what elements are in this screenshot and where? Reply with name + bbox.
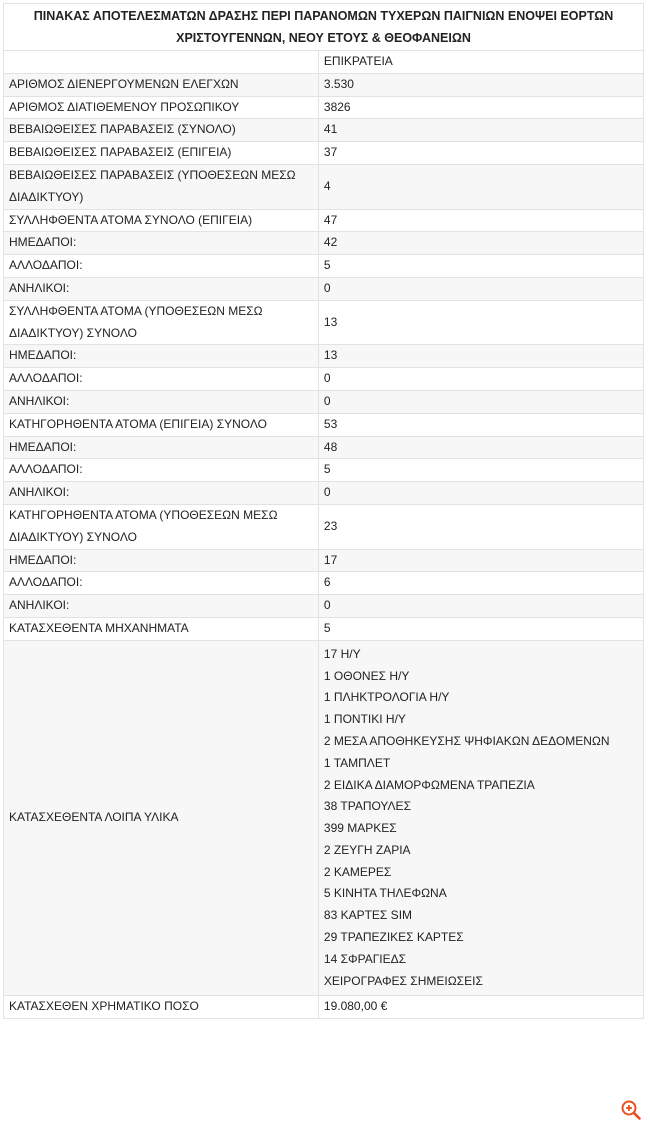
material-item: 83 ΚΑΡΤΕΣ SIM bbox=[323, 908, 413, 923]
row-value: 41 bbox=[318, 119, 643, 142]
row-value: 6 bbox=[318, 572, 643, 595]
row-label: ΑΛΛΟΔΑΠΟΙ: bbox=[4, 459, 319, 482]
row-label: ΣΥΛΛΗΦΘΕΝΤΑ ΑΤΟΜΑ ΣΥΝΟΛΟ (ΕΠΙΓΕΙΑ) bbox=[4, 209, 319, 232]
materials-list bbox=[318, 640, 643, 996]
row-value: 5 bbox=[318, 617, 643, 640]
table-row bbox=[4, 96, 644, 119]
zoom-in-icon[interactable] bbox=[620, 1099, 642, 1121]
results-table-container bbox=[3, 3, 644, 1019]
table-row bbox=[4, 142, 644, 165]
row-label: ΑΝΗΛΙΚΟΙ: bbox=[4, 595, 319, 618]
row-label: ΒΕΒΑΙΩΘΕΙΣΕΣ ΠΑΡΑΒΑΣΕΙΣ (ΣΥΝΟΛΟ) bbox=[4, 119, 319, 142]
material-item: 2 ΜΕΣΑ ΑΠΟΘΗΚΕΥΣΗΣ ΨΗΦΙΑΚΩΝ ΔΕΔΟΜΕΝΩΝ bbox=[323, 733, 610, 748]
row-label: ΣΥΛΛΗΦΘΕΝΤΑ ΑΤΟΜΑ (ΥΠΟΘΕΣΕΩΝ ΜΕΣΩ ΔΙΑΔΙΚΤΥΟΥ) ΣΥΝΟΛΟ bbox=[4, 300, 319, 345]
table-row bbox=[4, 595, 644, 618]
material-item: ΧΕΙΡΟΓΡΑΦΕΣ ΣΗΜΕΙΩΣΕΙΣ bbox=[323, 973, 483, 988]
row-value: 3826 bbox=[318, 96, 643, 119]
material-item: 1 ΠΟΝΤΙΚΙ Η/Υ bbox=[323, 712, 406, 727]
table-row bbox=[4, 368, 644, 391]
money-row bbox=[4, 996, 644, 1019]
row-label: ΒΕΒΑΙΩΘΕΙΣΕΣ ΠΑΡΑΒΑΣΕΙΣ (ΥΠΟΘΕΣΕΩΝ ΜΕΣΩ ΔΙΑΔΙΚΤΥΟΥ) bbox=[4, 164, 319, 209]
row-value: 0 bbox=[318, 368, 643, 391]
table-row bbox=[4, 436, 644, 459]
title-row bbox=[4, 4, 644, 51]
row-value: 0 bbox=[318, 595, 643, 618]
row-label: ΑΝΗΛΙΚΟΙ: bbox=[4, 482, 319, 505]
material-item: 1 ΠΛΗΚΤΡΟΛΟΓΙΑ Η/Υ bbox=[323, 690, 450, 705]
material-item: 14 ΣΦΡΑΓΙΕΔΣ bbox=[323, 951, 407, 966]
header-row bbox=[4, 51, 644, 74]
row-value: 4 bbox=[318, 164, 643, 209]
table-row bbox=[4, 549, 644, 572]
row-value: 19.080,00 € bbox=[318, 996, 643, 1019]
material-item: 5 ΚΙΝΗΤΑ ΤΗΛΕΦΩΝΑ bbox=[323, 886, 447, 901]
row-value: 3.530 bbox=[318, 73, 643, 96]
row-label: ΑΛΛΟΔΑΠΟΙ: bbox=[4, 368, 319, 391]
material-item: 399 ΜΑΡΚΕΣ bbox=[323, 821, 397, 836]
material-item: 38 ΤΡΑΠΟΥΛΕΣ bbox=[323, 799, 411, 814]
table-row bbox=[4, 119, 644, 142]
material-item: 29 ΤΡΑΠΕΖΙΚΕΣ ΚΑΡΤΕΣ bbox=[323, 930, 464, 945]
table-row bbox=[4, 504, 644, 549]
material-item: 1 ΤΑΜΠΛΕΤ bbox=[323, 755, 391, 770]
row-label: ΗΜΕΔΑΠΟΙ: bbox=[4, 232, 319, 255]
materials-row bbox=[4, 640, 644, 996]
material-item: 2 ΖΕΥΓΗ ΖΑΡΙΑ bbox=[323, 842, 411, 857]
row-value: 48 bbox=[318, 436, 643, 459]
row-label: ΑΡΙΘΜΟΣ ΔΙΕΝΕΡΓΟΥΜΕΝΩΝ ΕΛΕΓΧΩΝ bbox=[4, 73, 319, 96]
row-label: ΑΛΛΟΔΑΠΟΙ: bbox=[4, 572, 319, 595]
row-label: ΑΝΗΛΙΚΟΙ: bbox=[4, 277, 319, 300]
table-row bbox=[4, 255, 644, 278]
table-row bbox=[4, 617, 644, 640]
row-value: 42 bbox=[318, 232, 643, 255]
row-value: 53 bbox=[318, 413, 643, 436]
table-row bbox=[4, 73, 644, 96]
table-row bbox=[4, 459, 644, 482]
table-row bbox=[4, 482, 644, 505]
table-row bbox=[4, 164, 644, 209]
row-value: 0 bbox=[318, 482, 643, 505]
table-row bbox=[4, 413, 644, 436]
row-label: ΒΕΒΑΙΩΘΕΙΣΕΣ ΠΑΡΑΒΑΣΕΙΣ (ΕΠΙΓΕΙΑ) bbox=[4, 142, 319, 165]
table-row bbox=[4, 232, 644, 255]
table-row bbox=[4, 345, 644, 368]
header-region-cell: ΕΠΙΚΡΑΤΕΙΑ bbox=[318, 51, 643, 74]
material-item: 17 Η/Υ bbox=[323, 646, 361, 661]
row-value: 47 bbox=[318, 209, 643, 232]
row-value: 13 bbox=[318, 345, 643, 368]
row-label: ΑΛΛΟΔΑΠΟΙ: bbox=[4, 255, 319, 278]
table-title: ΠΙΝΑΚΑΣ ΑΠΟΤΕΛΕΣΜΑΤΩΝ ΔΡΑΣΗΣ ΠΕΡΙ ΠΑΡΑΝΟΜΩΝ ΤΥΧΕΡΩΝ ΠΑΙΓΝΙΩΝ ΕΝΟΨΕΙ ΕΟΡΤΩΝ ΧΡΙΣΤΟΥΓΕΝΝΩΝ, ΝΕΟΥ ΕΤΟΥΣ & ΘΕΟΦΑΝΕΙΩΝ bbox=[4, 4, 644, 51]
row-label: ΚΑΤΑΣΧΕΘΕΝΤΑ ΜΗΧΑΝΗΜΑΤΑ bbox=[4, 617, 319, 640]
table-row bbox=[4, 209, 644, 232]
row-value: 0 bbox=[318, 390, 643, 413]
row-value: 0 bbox=[318, 277, 643, 300]
material-item: 2 ΚΑΜΕΡΕΣ bbox=[323, 864, 392, 879]
row-label: ΗΜΕΔΑΠΟΙ: bbox=[4, 436, 319, 459]
row-label: ΗΜΕΔΑΠΟΙ: bbox=[4, 345, 319, 368]
table-row bbox=[4, 572, 644, 595]
row-label: ΗΜΕΔΑΠΟΙ: bbox=[4, 549, 319, 572]
results-table bbox=[3, 3, 644, 1019]
row-value: 23 bbox=[318, 504, 643, 549]
material-item: 1 ΟΘΟΝΕΣ Η/Υ bbox=[323, 668, 410, 683]
row-label: ΚΑΤΗΓΟΡΗΘΕΝΤΑ ΑΤΟΜΑ (ΥΠΟΘΕΣΕΩΝ ΜΕΣΩ ΔΙΑΔΙΚΤΥΟΥ) ΣΥΝΟΛΟ bbox=[4, 504, 319, 549]
table-row bbox=[4, 390, 644, 413]
material-item: 2 ΕΙΔΙΚΑ ΔΙΑΜΟΡΦΩΜΕΝΑ ΤΡΑΠΕΖΙΑ bbox=[323, 777, 535, 792]
row-label: ΚΑΤΑΣΧΕΘΕΝ ΧΡΗΜΑΤΙΚΟ ΠΟΣΟ bbox=[4, 996, 319, 1019]
table-row bbox=[4, 300, 644, 345]
header-left-cell bbox=[4, 51, 319, 74]
row-label: ΑΡΙΘΜΟΣ ΔΙΑΤΙΘΕΜΕΝΟΥ ΠΡΟΣΩΠΙΚΟΥ bbox=[4, 96, 319, 119]
row-value: 37 bbox=[318, 142, 643, 165]
row-label: ΚΑΤΗΓΟΡΗΘΕΝΤΑ ΑΤΟΜΑ (ΕΠΙΓΕΙΑ) ΣΥΝΟΛΟ bbox=[4, 413, 319, 436]
row-value: 17 bbox=[318, 549, 643, 572]
row-value: 13 bbox=[318, 300, 643, 345]
row-value: 5 bbox=[318, 255, 643, 278]
table-row bbox=[4, 277, 644, 300]
row-label: ΑΝΗΛΙΚΟΙ: bbox=[4, 390, 319, 413]
row-value: 5 bbox=[318, 459, 643, 482]
materials-label: ΚΑΤΑΣΧΕΘΕΝΤΑ ΛΟΙΠΑ ΥΛΙΚΑ bbox=[4, 640, 319, 996]
